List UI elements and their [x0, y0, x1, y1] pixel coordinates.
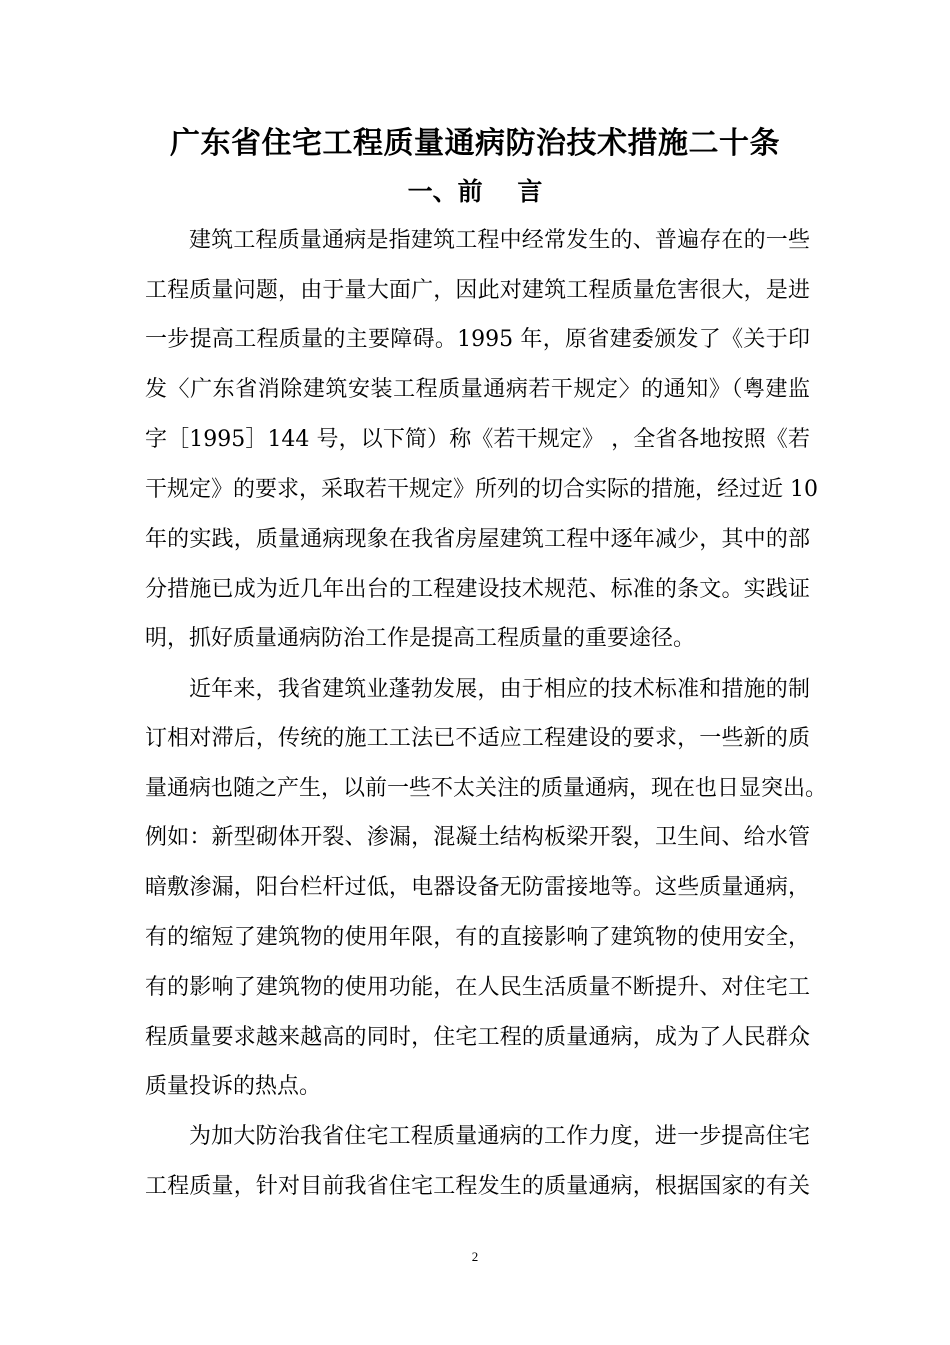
section-heading: 一、前 言: [407, 177, 543, 206]
paragraph-line: 发〈广东省消除建筑安装工程质量通病若干规定〉的通知》（粤建监: [145, 377, 810, 402]
page-number: 2: [471, 1249, 479, 1264]
paragraph-line: 分措施已成为近几年出台的工程建设技术规范、标准的条文。实践证: [145, 577, 810, 602]
paragraph-line: 订相对滞后，传统的施工工法已不适应工程建设的要求，一些新的质: [145, 726, 810, 751]
paragraph-line: 干规定》的要求，采取若干规定》所列的切合实际的措施，经过近 10: [145, 477, 818, 502]
paragraph-line: 字［1995］144 号，以下简）称《若干规定》 ，全省各地按照《若: [145, 427, 810, 452]
paragraph-line: 工程质量，针对目前我省住宅工程发生的质量通病，根据国家的有关: [145, 1174, 810, 1199]
paragraph-line: 程质量要求越来越高的同时，住宅工程的质量通病，成为了人民群众: [145, 1025, 810, 1050]
paragraph-line: 建筑工程质量通病是指建筑工程中经常发生的、普遍存在的一些: [189, 228, 810, 253]
paragraph-line: 有的影响了建筑物的使用功能，在人民生活质量不断提升、对住宅工: [145, 975, 810, 1000]
paragraph-line: 年的实践，质量通病现象在我省房屋建筑工程中逐年减少，其中的部: [145, 527, 810, 552]
paragraph-line: 近年来，我省建筑业蓬勃发展，由于相应的技术标准和措施的制: [189, 677, 810, 702]
paragraph-line: 量通病也随之产生，以前一些不太关注的质量通病，现在也日显突出。: [145, 776, 828, 801]
document-title: 广东省住宅工程质量通病防治技术措施二十条: [170, 126, 780, 161]
paragraph-line: 暗敷渗漏，阳台栏杆过低，电器设备无防雷接地等。这些质量通病，: [145, 875, 810, 900]
paragraph-line: 一步提高工程质量的主要障碍。1995 年，原省建委颁发了《关于印: [145, 327, 810, 352]
paragraph-line: 质量投诉的热点。: [145, 1074, 322, 1099]
paragraph-line: 工程质量问题，由于量大面广，因此对建筑工程质量危害很大，是进: [145, 278, 810, 303]
paragraph-line: 例如：新型砌体开裂、渗漏，混凝土结构板梁开裂，卫生间、给水管: [145, 825, 810, 850]
paragraph-line: 为加大防治我省住宅工程质量通病的工作力度，进一步提高住宅: [189, 1124, 810, 1149]
paragraph-line: 明，抓好质量通病防治工作是提高工程质量的重要途径。: [145, 626, 696, 651]
paragraph-line: 有的缩短了建筑物的使用年限，有的直接影响了建筑物的使用安全，: [145, 925, 810, 950]
